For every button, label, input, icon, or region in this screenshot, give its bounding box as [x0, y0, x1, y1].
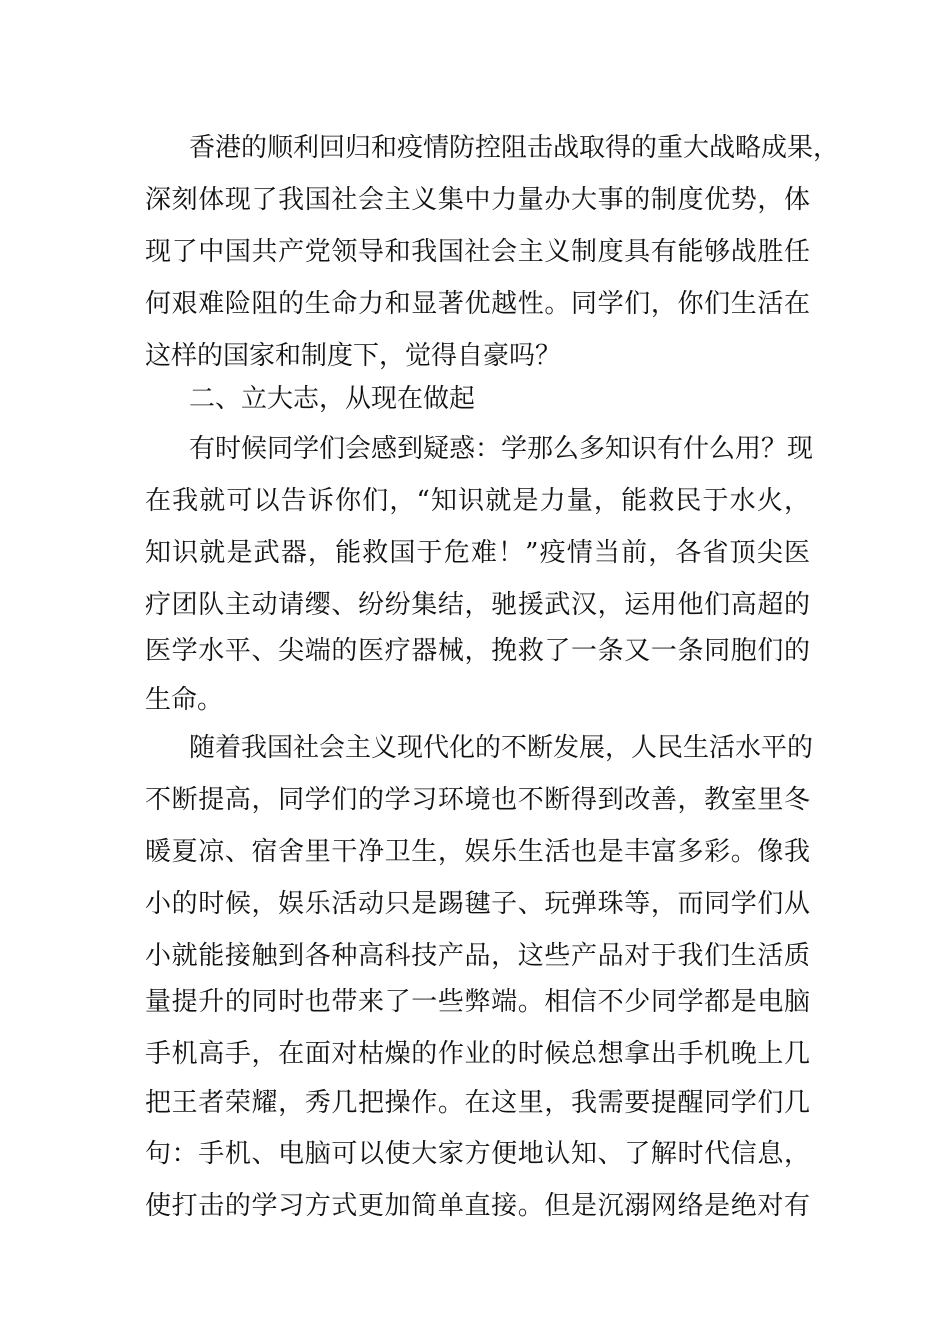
text-line: 生命。: [145, 685, 224, 715]
text-line: 现了中国共产党领导和我国社会主义制度具有能够战胜任: [145, 237, 810, 267]
section-heading: 二、立大志，从现在做起: [189, 384, 476, 414]
text-line: 知识就是武器，能救国于危难！”疫情当前，各省顶尖医: [145, 538, 810, 568]
text-line: 使打击的学习方式更加简单直接。但是沉溺网络是绝对有: [145, 1191, 810, 1221]
text-line: 有时候同学们会感到疑惑：学那么多知识有什么用？现: [189, 434, 814, 464]
text-line: 在我就可以告诉你们，“知识就是力量，能救民于水火，: [145, 486, 810, 516]
text-line: 这样的国家和制度下，觉得自豪吗？: [145, 341, 562, 371]
text-line: 手机高手，在面对枯燥的作业的时候总想拿出手机晚上几: [145, 1039, 810, 1069]
text-line: 深刻体现了我国社会主义集中力量办大事的制度优势，体: [145, 185, 810, 215]
text-line: 医学水平、尖端的医疗器械，挽救了一条又一条同胞们的: [145, 636, 810, 666]
text-line: 暖夏凉、宿舍里干净卫生，娱乐生活也是丰富多彩。像我: [145, 837, 810, 867]
text-line: 量提升的同时也带来了一些弊端。相信不少同学都是电脑: [145, 987, 810, 1017]
text-line: 句：手机、电脑可以使大家方便地认知、了解时代信息，: [145, 1139, 810, 1169]
text-line: 把王者荣耀，秀几把操作。在这里，我需要提醒同学们几: [145, 1088, 810, 1118]
text-line: 何艰难险阻的生命力和显著优越性。同学们，你们生活在: [145, 289, 810, 319]
text-line: 小的时候，娱乐活动只是踢毽子、玩弹珠等，而同学们从: [145, 889, 810, 919]
text-line: 不断提高，同学们的学习环境也不断得到改善，教室里冬: [145, 785, 810, 815]
text-line: 小就能接触到各种高科技产品，这些产品对于我们生活质: [145, 941, 810, 971]
text-line: 疗团队主动请缨、纷纷集结，驰援武汉，运用他们高超的: [145, 590, 810, 620]
text-line: 随着我国社会主义现代化的不断发展，人民生活水平的: [189, 733, 814, 763]
text-line: 香港的顺利回归和疫情防控阻击战取得的重大战略成果，: [189, 133, 840, 163]
